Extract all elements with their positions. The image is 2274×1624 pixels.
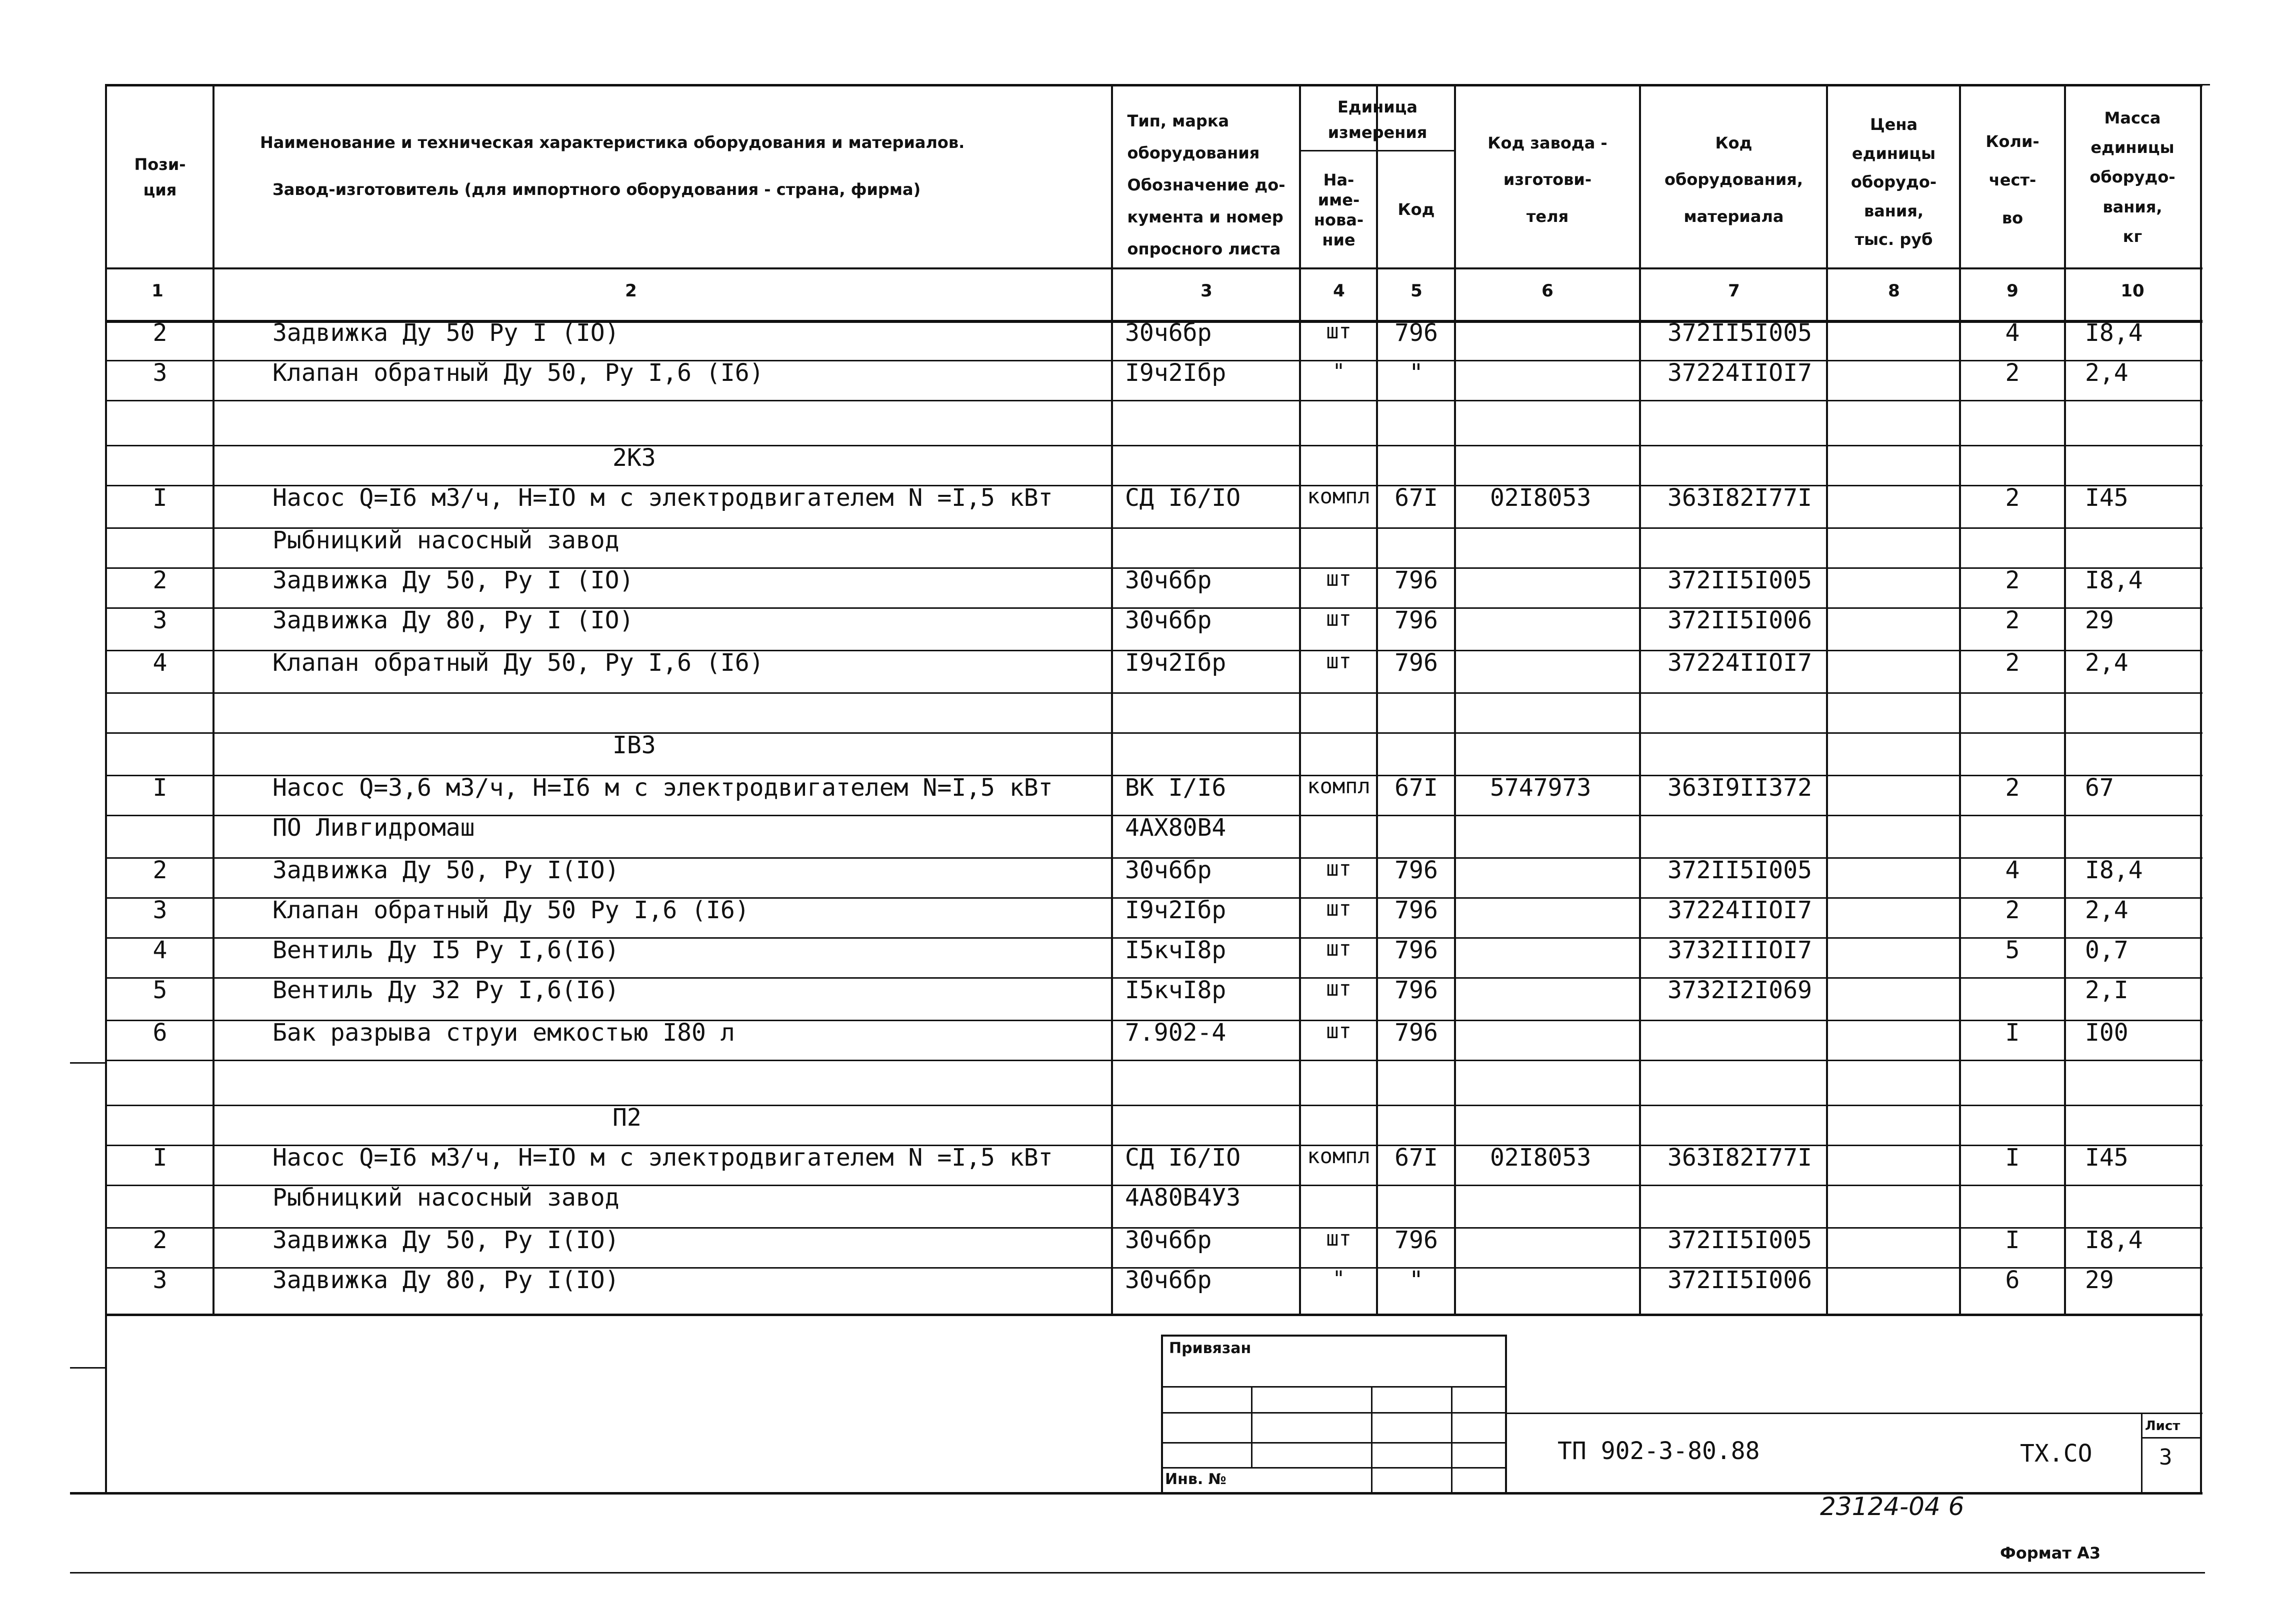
- column-number: 7: [1728, 281, 1740, 301]
- grid-line: [105, 84, 2202, 86]
- grid-line: [1161, 1442, 1506, 1444]
- cell-type: СД I6/IO: [1125, 1144, 1241, 1172]
- cell-unit: шт: [1326, 896, 1352, 921]
- grid-line: [1959, 84, 1961, 1314]
- header-position: Пози- ция: [134, 154, 186, 199]
- grid-line: [1639, 84, 1641, 1314]
- cell-qty: 2: [2005, 606, 2020, 634]
- cell-pos: 2: [152, 319, 168, 347]
- stamp-sheet-label: Лист: [2145, 1419, 2180, 1434]
- grid-line: [105, 732, 2202, 734]
- column-number: 3: [1200, 281, 1212, 301]
- cell-pos: 4: [152, 649, 168, 677]
- cell-mass: 2,4: [2085, 359, 2128, 387]
- grid-line: [105, 1314, 107, 1492]
- grid-line: [2200, 84, 2202, 1314]
- stamp-sheet-code: ТХ.СО: [2020, 1440, 2092, 1468]
- stamp-attached-label: Привязан: [1169, 1340, 1252, 1357]
- cell-code: 3732I2I069: [1668, 976, 1812, 1004]
- cell-type: 4А80В4У3: [1125, 1184, 1241, 1212]
- grid-line: [70, 1367, 105, 1369]
- cell-pos: 6: [152, 1019, 168, 1047]
- cell-name: Рыбницкий насосный завод: [272, 526, 620, 554]
- cell-code: 37224IIOI7: [1668, 896, 1812, 924]
- cell-qty: 4: [2005, 319, 2020, 347]
- cell-pos: 2: [152, 566, 168, 594]
- cell-name: IВ3: [612, 731, 656, 759]
- header-price: Цена единицы оборудо- вания, тыс. руб: [1850, 115, 1937, 249]
- cell-name: Насос Q=I6 м3/ч, Н=IO м с электродвигателем N =I,5 кВт: [272, 484, 1053, 512]
- cell-name: Клапан обратный Ду 50, Ру I,6 (I6): [272, 359, 764, 387]
- cell-ucode: 67I: [1394, 484, 1438, 512]
- cell-unit: ": [1332, 359, 1346, 383]
- cell-name: Клапан обратный Ду 50 Ру I,6 (I6): [272, 896, 750, 924]
- grid-line: [1161, 1335, 1163, 1492]
- cell-type: I5кчI8р: [1125, 976, 1226, 1004]
- grid-line: [1371, 1386, 1372, 1492]
- cell-name: Задвижка Ду 80, Ру I(IO): [272, 1266, 620, 1294]
- cell-name: Задвижка Ду 50, Ру I(IO): [272, 856, 620, 884]
- cell-pos: I: [152, 1144, 168, 1172]
- cell-type: I9ч2Iбр: [1125, 649, 1226, 677]
- grid-line: [212, 84, 214, 1314]
- cell-unit: шт: [1326, 856, 1352, 881]
- cell-qty: 2: [2005, 774, 2020, 802]
- cell-name: ПО Ливгидромаш: [272, 814, 475, 842]
- cell-pos: 5: [152, 976, 168, 1004]
- cell-type: I9ч2Iбр: [1125, 359, 1226, 387]
- cell-name: Насос Q=I6 м3/ч, Н=IO м с электродвигателем N =I,5 кВт: [272, 1144, 1053, 1172]
- header-mass: Масса единицы оборудо- вания, кг: [2090, 108, 2176, 246]
- cell-code: 372II5I006: [1668, 606, 1812, 634]
- cell-pos: 3: [152, 1266, 168, 1294]
- cell-unit: ": [1332, 1266, 1346, 1291]
- grid-line: [105, 1314, 2202, 1316]
- cell-mass: I8,4: [2085, 856, 2143, 884]
- cell-name: Вентиль Ду 32 Ру I,6(I6): [272, 976, 620, 1004]
- cell-name: Рыбницкий насосный завод: [272, 1184, 620, 1212]
- cell-code: 372II5I005: [1668, 1226, 1812, 1254]
- cell-ucode: ": [1409, 1266, 1424, 1294]
- grid-line: [105, 267, 2202, 269]
- header-type: Тип, марка оборудования Обозначение до- кумента и номер опросного листа: [1127, 111, 1286, 258]
- grid-line: [1251, 1386, 1252, 1467]
- cell-code: 3732IIIOI7: [1668, 936, 1812, 964]
- cell-ucode: 796: [1394, 1226, 1438, 1254]
- cell-mass: 0,7: [2085, 936, 2128, 964]
- cell-pos: 2: [152, 856, 168, 884]
- cell-unit: шт: [1326, 976, 1352, 1001]
- cell-qty: 2: [2005, 649, 2020, 677]
- grid-line: [2202, 84, 2210, 85]
- column-number: 9: [2006, 281, 2018, 301]
- cell-name: Вентиль Ду I5 Ру I,6(I6): [272, 936, 620, 964]
- cell-qty: 5: [2005, 936, 2020, 964]
- cell-unit: компл: [1307, 1144, 1370, 1168]
- cell-unit: шт: [1326, 606, 1352, 631]
- cell-code: 363I9II372: [1668, 774, 1812, 802]
- cell-type: СД I6/IO: [1125, 484, 1241, 512]
- cell-unit: шт: [1326, 566, 1352, 591]
- cell-ucode: 796: [1394, 936, 1438, 964]
- cell-mass: 2,I: [2085, 976, 2128, 1004]
- cell-code: 372II5I005: [1668, 856, 1812, 884]
- cell-ucode: 796: [1394, 319, 1438, 347]
- grid-line: [105, 692, 2202, 694]
- column-number: 2: [625, 281, 637, 301]
- grid-line: [105, 84, 107, 1314]
- cell-type: 4АХ80В4: [1125, 814, 1226, 842]
- stamp-sheet-number: 3: [2159, 1445, 2172, 1470]
- cell-mass: I45: [2085, 1144, 2128, 1172]
- grid-line: [70, 1062, 105, 1064]
- cell-pos: 4: [152, 936, 168, 964]
- grid-line: [1505, 1413, 2202, 1414]
- cell-mass: I00: [2085, 1019, 2128, 1047]
- cell-ucode: 796: [1394, 606, 1438, 634]
- cell-qty: 2: [2005, 484, 2020, 512]
- cell-name: 2К3: [612, 444, 656, 472]
- header-unit-name: На- име- нова- ние: [1314, 170, 1364, 249]
- cell-name: Задвижка Ду 80, Ру I (IO): [272, 606, 634, 634]
- cell-name: Бак разрыва струи емкостью I80 л: [272, 1019, 735, 1047]
- cell-type: ВК I/I6: [1125, 774, 1226, 802]
- grid-line: [105, 445, 2202, 446]
- cell-mass: 67: [2085, 774, 2114, 802]
- cell-ucode: 796: [1394, 896, 1438, 924]
- cell-type: 30ч6бр: [1125, 606, 1212, 634]
- grid-line: [1161, 1386, 1506, 1388]
- column-number: 6: [1542, 281, 1554, 301]
- header-plant-code: Код завода - изготови- теля: [1488, 133, 1608, 226]
- cell-pos: 3: [152, 896, 168, 924]
- cell-name: Насос Q=3,6 м3/ч, Н=I6 м с электродвигателем N=I,5 кВт: [272, 774, 1053, 802]
- cell-mass: 2,4: [2085, 896, 2128, 924]
- cell-type: 30ч6бр: [1125, 1226, 1212, 1254]
- header-name-line1: Наименование и техническая характеристика оборудования и материалов.: [260, 133, 965, 152]
- cell-plant: 02I8053: [1490, 1144, 1592, 1172]
- cell-mass: I8,4: [2085, 566, 2143, 594]
- cell-ucode: ": [1409, 359, 1424, 387]
- cell-qty: I: [2005, 1144, 2020, 1172]
- grid-line: [1161, 1412, 1506, 1414]
- cell-qty: I: [2005, 1226, 2020, 1254]
- cell-mass: 29: [2085, 1266, 2114, 1294]
- grid-line: [105, 1105, 2202, 1106]
- cell-mass: I8,4: [2085, 1226, 2143, 1254]
- cell-code: 372II5I005: [1668, 319, 1812, 347]
- cell-type: I9ч2Iбр: [1125, 896, 1226, 924]
- cell-type: I5кчI8р: [1125, 936, 1226, 964]
- grid-line: [105, 400, 2202, 401]
- cell-mass: I8,4: [2085, 319, 2143, 347]
- cell-code: 37224IIOI7: [1668, 649, 1812, 677]
- header-equipment-code: Код оборудования, материала: [1664, 133, 1803, 226]
- cell-mass: I45: [2085, 484, 2128, 512]
- column-number: 1: [152, 281, 164, 301]
- cell-code: 372II5I005: [1668, 566, 1812, 594]
- grid-line: [1161, 1335, 1506, 1337]
- cell-pos: 3: [152, 359, 168, 387]
- cell-unit: компл: [1307, 484, 1370, 508]
- grid-line: [1111, 84, 1113, 1314]
- header-unit-code: Код: [1398, 200, 1435, 219]
- cell-ucode: 67I: [1394, 1144, 1438, 1172]
- cell-ucode: 796: [1394, 649, 1438, 677]
- grid-line: [2200, 1314, 2202, 1492]
- cell-type: 7.902-4: [1125, 1019, 1226, 1047]
- cell-unit: шт: [1326, 649, 1352, 673]
- column-number: 5: [1410, 281, 1422, 301]
- cell-pos: 3: [152, 606, 168, 634]
- grid-line: [2141, 1437, 2200, 1439]
- cell-ucode: 796: [1394, 1019, 1438, 1047]
- cell-qty: 2: [2005, 896, 2020, 924]
- grid-line: [2141, 1413, 2142, 1492]
- grid-line: [105, 1060, 2202, 1061]
- cell-name: Задвижка Ду 50 Ру I (IO): [272, 319, 620, 347]
- cell-unit: шт: [1326, 936, 1352, 961]
- grid-line: [70, 1572, 2205, 1574]
- cell-plant: 5747973: [1490, 774, 1592, 802]
- cell-ucode: 796: [1394, 856, 1438, 884]
- cell-code: 37224IIOI7: [1668, 359, 1812, 387]
- cell-type: 30ч6бр: [1125, 856, 1212, 884]
- cell-pos: I: [152, 774, 168, 802]
- format-label: Формат А3: [2000, 1544, 2101, 1563]
- cell-ucode: 796: [1394, 566, 1438, 594]
- cell-pos: I: [152, 484, 168, 512]
- cell-qty: 6: [2005, 1266, 2020, 1294]
- stamp-doc-code: ТП 902-3-80.88: [1558, 1437, 1760, 1465]
- cell-name: Задвижка Ду 50, Ру I(IO): [272, 1226, 620, 1254]
- header-name-line2: Завод-изготовитель (для импортного оборудования - страна, фирма): [272, 180, 921, 199]
- column-number: 10: [2120, 281, 2144, 301]
- stamp-inv-label: Инв. №: [1165, 1471, 1226, 1488]
- cell-type: 30ч6бр: [1125, 1266, 1212, 1294]
- handwritten-note: 23124-04 6: [1820, 1492, 1964, 1521]
- cell-qty: 2: [2005, 566, 2020, 594]
- cell-code: 363I82I77I: [1668, 484, 1812, 512]
- cell-ucode: 796: [1394, 976, 1438, 1004]
- cell-qty: 2: [2005, 359, 2020, 387]
- cell-name: Клапан обратный Ду 50, Ру I,6 (I6): [272, 649, 764, 677]
- header-quantity: Коли- чест- во: [1986, 131, 2040, 228]
- cell-ucode: 67I: [1394, 774, 1438, 802]
- cell-name: Задвижка Ду 50, Ру I (IO): [272, 566, 634, 594]
- column-number: 4: [1333, 281, 1345, 301]
- cell-qty: I: [2005, 1019, 2020, 1047]
- grid-line: [1451, 1386, 1452, 1492]
- cell-plant: 02I8053: [1490, 484, 1592, 512]
- cell-unit: шт: [1326, 1226, 1352, 1251]
- cell-name: П2: [612, 1104, 642, 1132]
- cell-type: 30ч6бр: [1125, 566, 1212, 594]
- cell-type: 30ч6бр: [1125, 319, 1212, 347]
- cell-mass: 29: [2085, 606, 2114, 634]
- cell-unit: компл: [1307, 774, 1370, 798]
- cell-mass: 2,4: [2085, 649, 2128, 677]
- header-unit: Единица измерения: [1328, 97, 1428, 142]
- cell-unit: шт: [1326, 319, 1352, 343]
- cell-code: 363I82I77I: [1668, 1144, 1812, 1172]
- column-number: 8: [1888, 281, 1900, 301]
- grid-line: [1826, 84, 1828, 1314]
- grid-line: [2064, 84, 2066, 1314]
- cell-code: 372II5I006: [1668, 1266, 1812, 1294]
- cell-qty: 4: [2005, 856, 2020, 884]
- cell-unit: шт: [1326, 1019, 1352, 1043]
- grid-line: [1161, 1467, 1506, 1469]
- cell-pos: 2: [152, 1226, 168, 1254]
